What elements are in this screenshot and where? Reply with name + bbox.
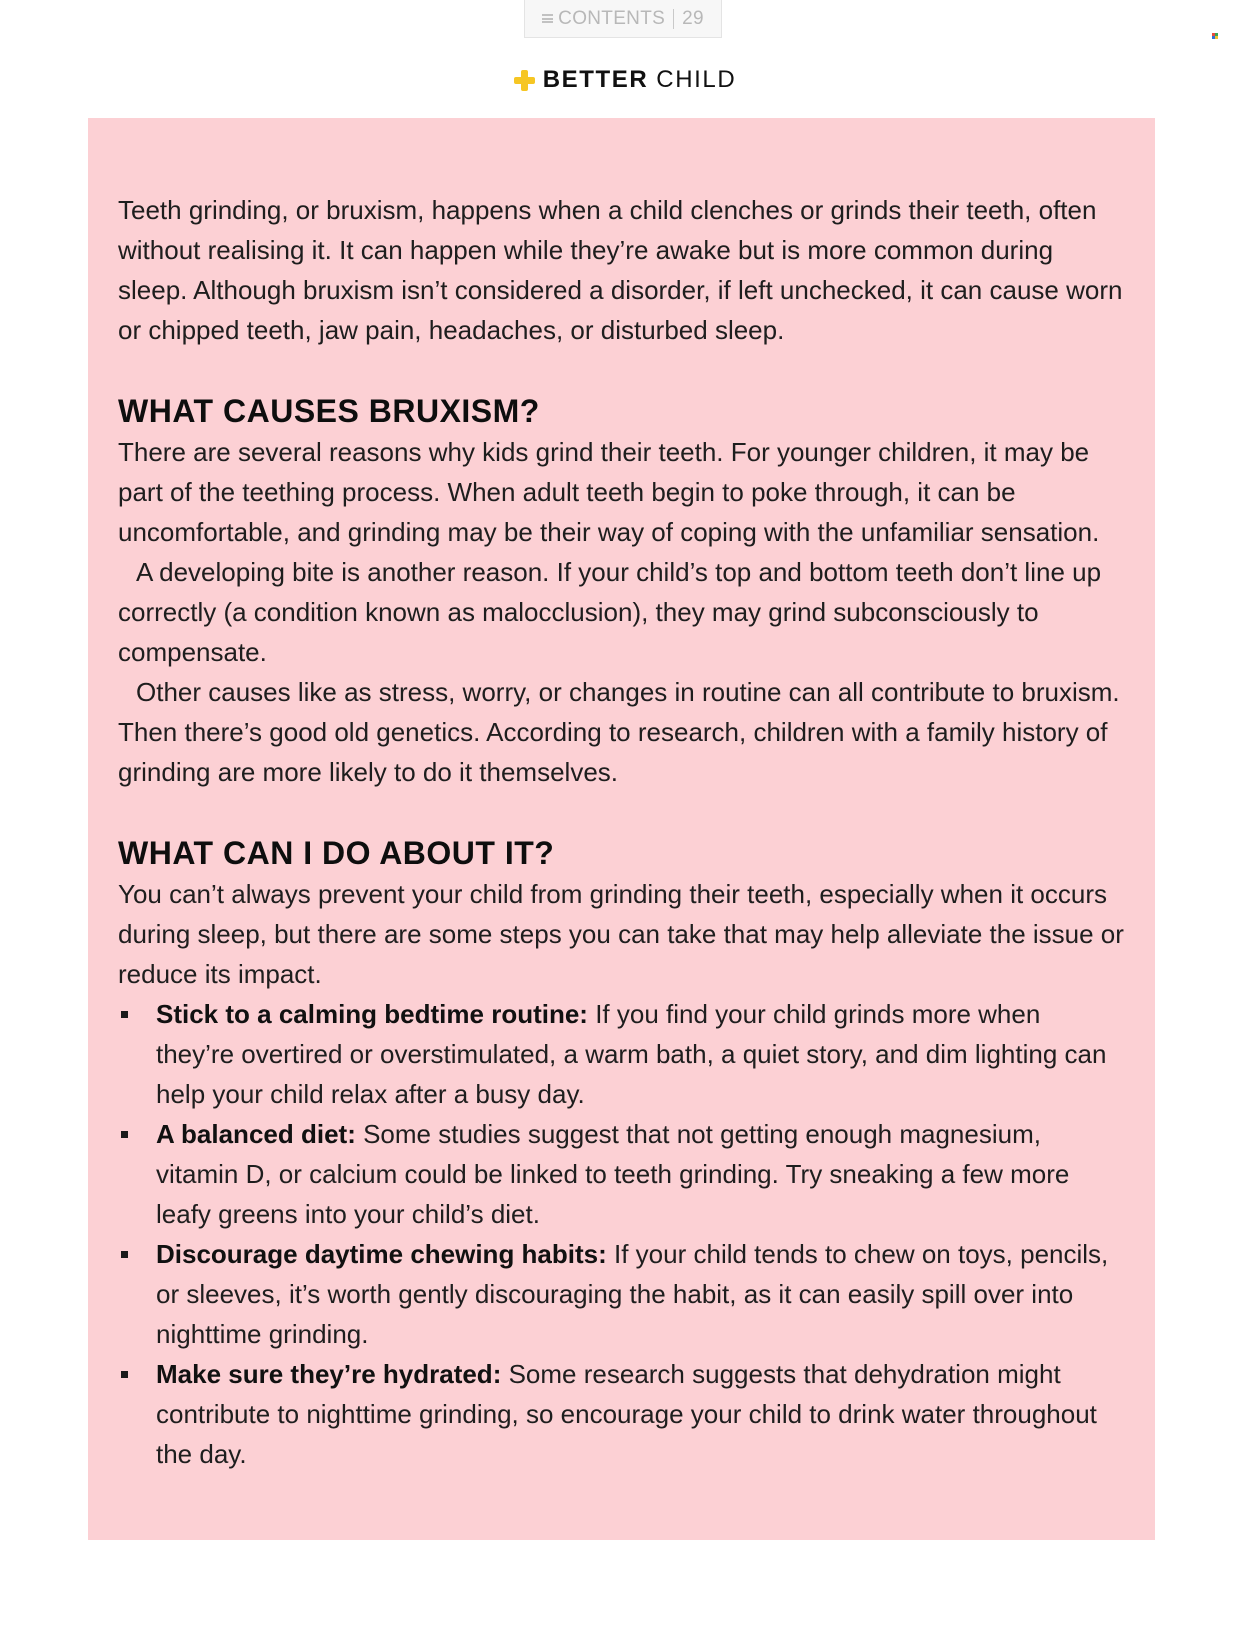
tip-text: Some studies suggest that not getting enough magnesium, vitamin D, or calcium could be linked to teeth grinding. Try sneaking a few more leafy greens into your child’s diet. (156, 1119, 1070, 1229)
brand-bold: BETTER (542, 66, 649, 93)
list-item (118, 1354, 1125, 1474)
tips-list (118, 994, 1125, 1474)
list-item (118, 1114, 1125, 1234)
brand-light: CHILD (656, 66, 737, 93)
tip-text: Some research suggests that dehydration might contribute to nighttime grinding, so encourage your child to drink water throughout the day. (156, 1359, 1097, 1469)
list-item (118, 994, 1125, 1114)
tip-text: If your child tends to chew on toys, pencils, or sleeves, it’s worth gently discouraging the habit, as it can easily spill over into nighttime grinding. (156, 1239, 1109, 1349)
causes-paragraph: Other causes like as stress, worry, or changes in routine can all contribute to bruxism. Then there’s good old genetics. According to research, children with a family history of grinding are more likely to do it themselves. (118, 677, 1120, 787)
intro-paragraph: Teeth grinding, or bruxism, happens when a child clenches or grinds their teeth, often without realising it. It can happen while they’re awake but is more common during sleep. Although bruxism isn’t considered a disorder, if left unchecked, it can cause worn or chipped teeth, jaw pain, headaches, or disturbed sleep. (118, 195, 1123, 345)
bullet-icon (121, 1131, 128, 1138)
bullet-icon (121, 1011, 128, 1018)
tip-text: If you find your child grinds more when they’re overtired or overstimulated, a warm bath, a quiet story, and dim lighting can help your child relax after a busy day. (156, 999, 1107, 1109)
actions-heading: WHAT CAN I DO ABOUT IT? (118, 835, 555, 871)
causes-heading: WHAT CAUSES BRUXISM? (118, 393, 540, 429)
tip-title: Discourage daytime chewing habits: (156, 1239, 607, 1269)
tip-title: A balanced diet: (156, 1119, 356, 1149)
page-number: 29 (682, 7, 704, 29)
divider (673, 9, 674, 29)
actions-intro: You can’t always prevent your child from grinding their teeth, especially when it occurs during sleep, but there are some steps you can take that may help alleviate the issue or reduce its impact. (118, 879, 1124, 989)
list-item (118, 1234, 1125, 1354)
article-panel (88, 118, 1155, 1540)
causes-paragraph: A developing bite is another reason. If your child’s top and bottom teeth don’t line up correctly (a condition known as malocclusion), they may grind subconsciously to compensate. (118, 557, 1102, 667)
plus-icon (514, 70, 535, 91)
contents-label: CONTENTS (558, 7, 666, 29)
tip-title: Stick to a calming bedtime routine: (156, 999, 588, 1029)
section-brand (0, 63, 1250, 97)
color-squares-icon (1212, 33, 1218, 39)
contents-button[interactable] (524, 0, 722, 38)
bullet-icon (121, 1371, 128, 1378)
bullet-icon (121, 1251, 128, 1258)
causes-paragraph: There are several reasons why kids grind their teeth. For younger children, it may be part of the teething process. When adult teeth begin to poke through, it can be uncomfortable, and grinding may be their way of coping with the unfamiliar sensation. (118, 437, 1100, 547)
tip-title: Make sure they’re hydrated: (156, 1359, 502, 1389)
menu-icon (542, 14, 553, 23)
